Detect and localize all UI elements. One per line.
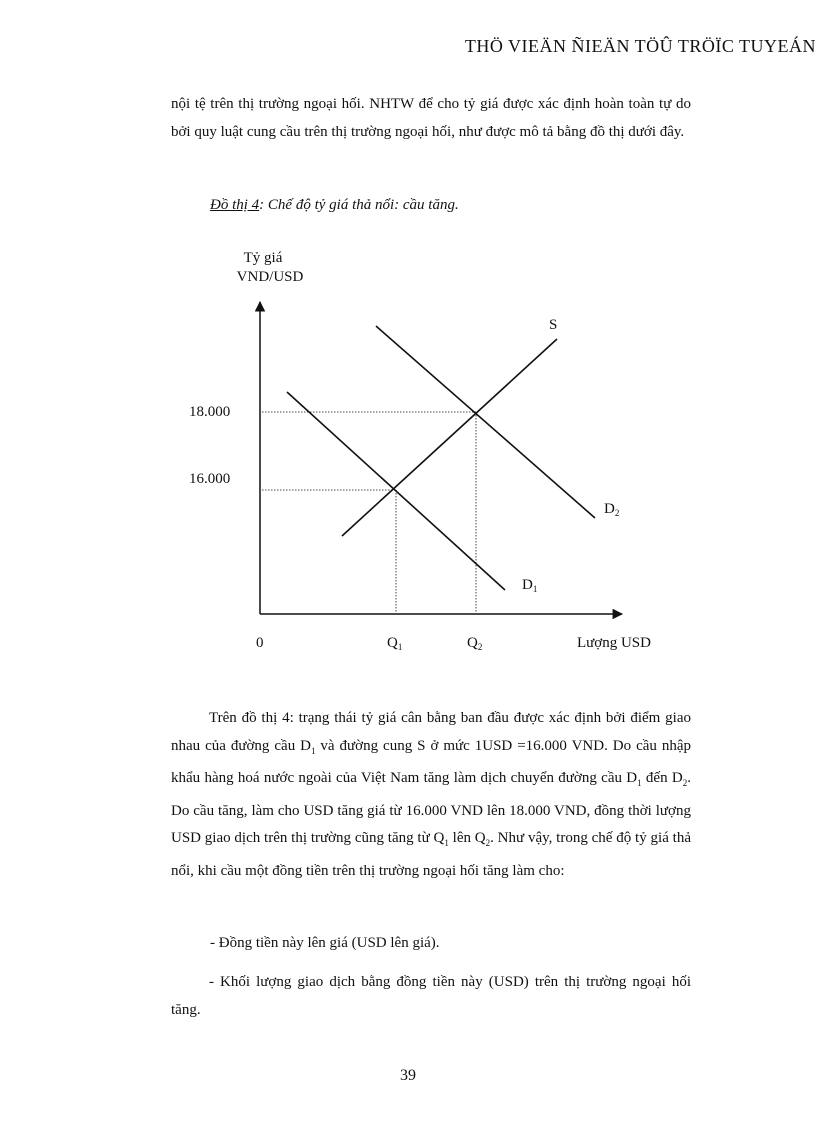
supply-curve-s xyxy=(342,339,557,536)
demand-curve-d2 xyxy=(376,326,595,518)
y-tick-18000: 18.000 xyxy=(189,404,231,420)
x-tick-q1-letter: Q xyxy=(387,635,398,651)
page-header: THÖ VIEÄN ÑIEÄN TÖÛ TRÖÏC TUYEÁN xyxy=(464,36,816,56)
body-text-5: lên Q xyxy=(448,830,486,846)
page-number: 39 xyxy=(400,1067,416,1084)
label-d2-letter: D xyxy=(604,501,615,517)
label-s: S xyxy=(549,317,558,333)
body-sub-1: 1 xyxy=(310,745,316,756)
x-tick-q2 xyxy=(467,635,482,652)
label-d1 xyxy=(522,577,537,594)
label-d1-letter: D xyxy=(522,577,533,593)
body-sub-3: 2 xyxy=(682,778,688,788)
body-sub-4: 1 xyxy=(444,838,449,848)
body-text-4: . Do cầu tăng, làm cho USD tăng giá từ 16.000 VND lên 18.000 VND, đồng thời lượng USD giao dịch trên thị trường cũng tăng từ Q xyxy=(171,770,691,846)
body-sub-5: 2 xyxy=(485,838,491,848)
y-axis-title-line2: VND/USD xyxy=(236,269,304,285)
x-tick-q1 xyxy=(387,635,402,652)
label-d2-sub: 2 xyxy=(614,508,620,518)
x-tick-q2-letter: Q xyxy=(467,635,478,651)
body-text-1: Trên đồ thị 4: trạng thái tỷ giá cân bằng ban đầu được xác định bởi điểm giao nhau của đường cầu D xyxy=(171,710,691,754)
origin-label: 0 xyxy=(256,635,264,651)
body-sub-2: 1 xyxy=(637,778,642,788)
body-paragraph xyxy=(171,705,691,885)
x-tick-q2-sub: 2 xyxy=(477,642,483,652)
label-d2 xyxy=(604,501,619,518)
bullet-item: - Đồng tiền này lên giá (USD lên giá). xyxy=(210,935,440,951)
figure-caption-text: : Chế độ tỷ giá thả nổi: cầu tăng. xyxy=(259,197,459,213)
body-text-2: và đường cung S ở mức 1USD =16.000 VND. Do cầu nhập khẩu hàng hoá nước ngoài của Việt Nam tăng làm dịch chuyển đường cầu D xyxy=(171,737,691,786)
bullet-item: - Khối lượng giao dịch bằng đồng tiền này (USD) trên thị trường ngoại hối tăng. xyxy=(171,974,691,1018)
x-axis-title: Lượng USD xyxy=(577,635,651,651)
body-text-3: đến D xyxy=(641,770,683,786)
y-tick-16000: 16.000 xyxy=(189,471,231,487)
y-axis-title-line1: Tỷ giá xyxy=(243,250,283,266)
intro-paragraph: nội tệ trên thị trường ngoại hối. NHTW để cho tỷ giá được xác định hoàn toàn tự do bởi quy luật cung cầu trên thị trường ngoại hối, như được mô tả bằng đồ thị dưới đây. xyxy=(171,96,691,140)
label-d1-sub: 1 xyxy=(532,584,538,594)
x-tick-q1-sub: 1 xyxy=(397,642,403,652)
figure-caption-label: Đồ thị 4 xyxy=(210,197,260,213)
body-text-6: . Như vậy, trong chế độ tỷ giá thả nổi, khi cầu một đồng tiền trên thị trường ngoại hối tăng làm cho: xyxy=(171,830,691,879)
